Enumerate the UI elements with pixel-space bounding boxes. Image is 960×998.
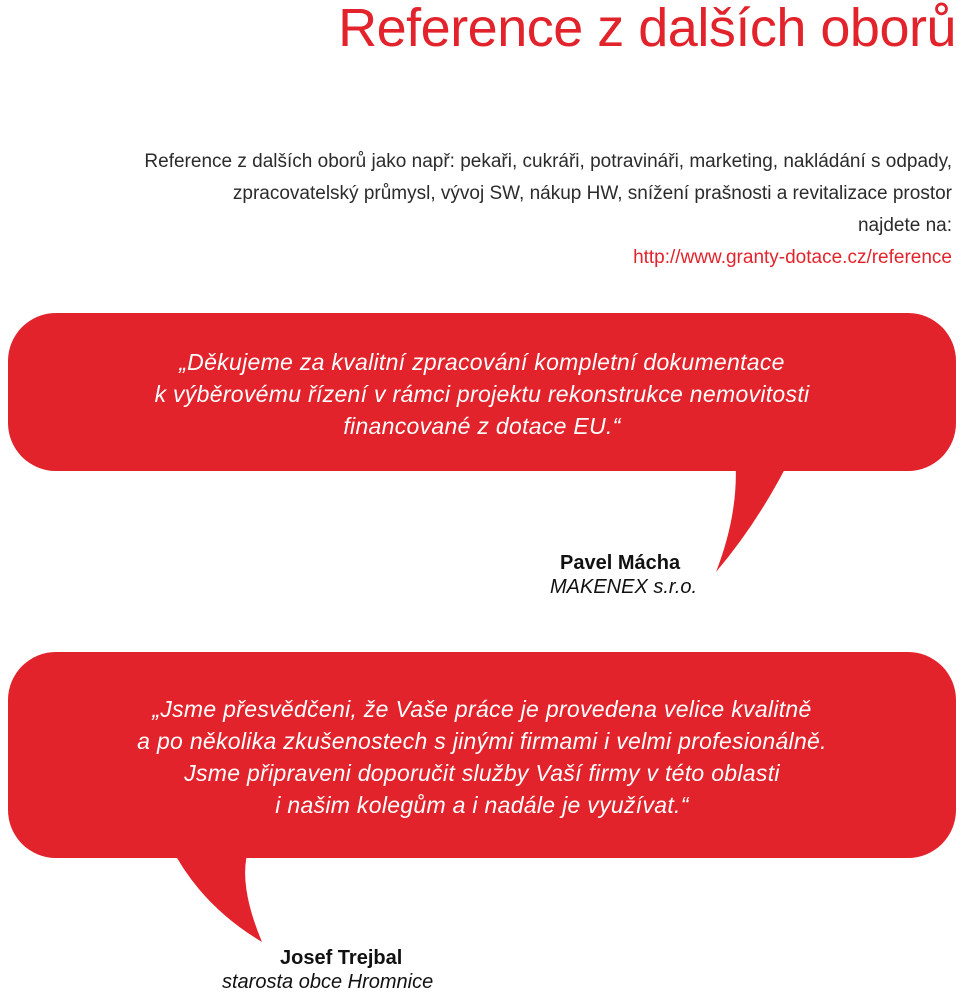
intro-line-2: zpracovatelský průmysl, vývoj SW, nákup HW, snížení prašnosti a revitalizace prostor [232, 183, 952, 204]
testimonial-bubble-2 [8, 652, 956, 858]
testimonial-quote-1 [8, 346, 956, 442]
quote-line: „Děkujeme za kvalitní zpracování kompletní dokumentace [179, 349, 785, 375]
quote-line: a po několika zkušenostech s jinými firmami i velmi profesionálně. [137, 728, 827, 754]
bubble-1-tail [716, 455, 792, 572]
author-name: Josef Trejbal [280, 947, 403, 969]
intro-line-3: najdete na: [857, 215, 952, 236]
testimonial-bubble-1 [8, 313, 956, 471]
testimonial-quote-2 [8, 693, 956, 821]
reference-link[interactable]: http://www.granty-dotace.cz/reference [633, 247, 952, 268]
quote-line: „Jsme přesvědčeni, že Vaše práce je provedena velice kvalitně [152, 696, 812, 722]
quote-line: i našim kolegům a i nadále je využívat.“ [275, 792, 689, 818]
author-name: Pavel Mácha [560, 552, 681, 574]
author-organization: MAKENEX s.r.o. [550, 576, 698, 598]
bubble-2-tail [170, 845, 262, 942]
quote-line: financované z dotace EU.“ [343, 413, 621, 439]
testimonial-author-1 [550, 551, 697, 599]
author-organization: starosta obce Hromnice [222, 971, 434, 993]
testimonial-author-2 [222, 946, 433, 994]
quote-line: Jsme připraveni doporučit služby Vaší firmy v této oblasti [184, 760, 780, 786]
quote-line: k výběrovému řízení v rámci projektu rekonstrukce nemovitosti [154, 381, 810, 407]
page-title: Reference z dalších oborů [338, 0, 956, 58]
intro-line-1: Reference z dalších oborů jako např: pekaři, cukráři, potravináři, marketing, nakládání s odpady, [144, 151, 952, 172]
